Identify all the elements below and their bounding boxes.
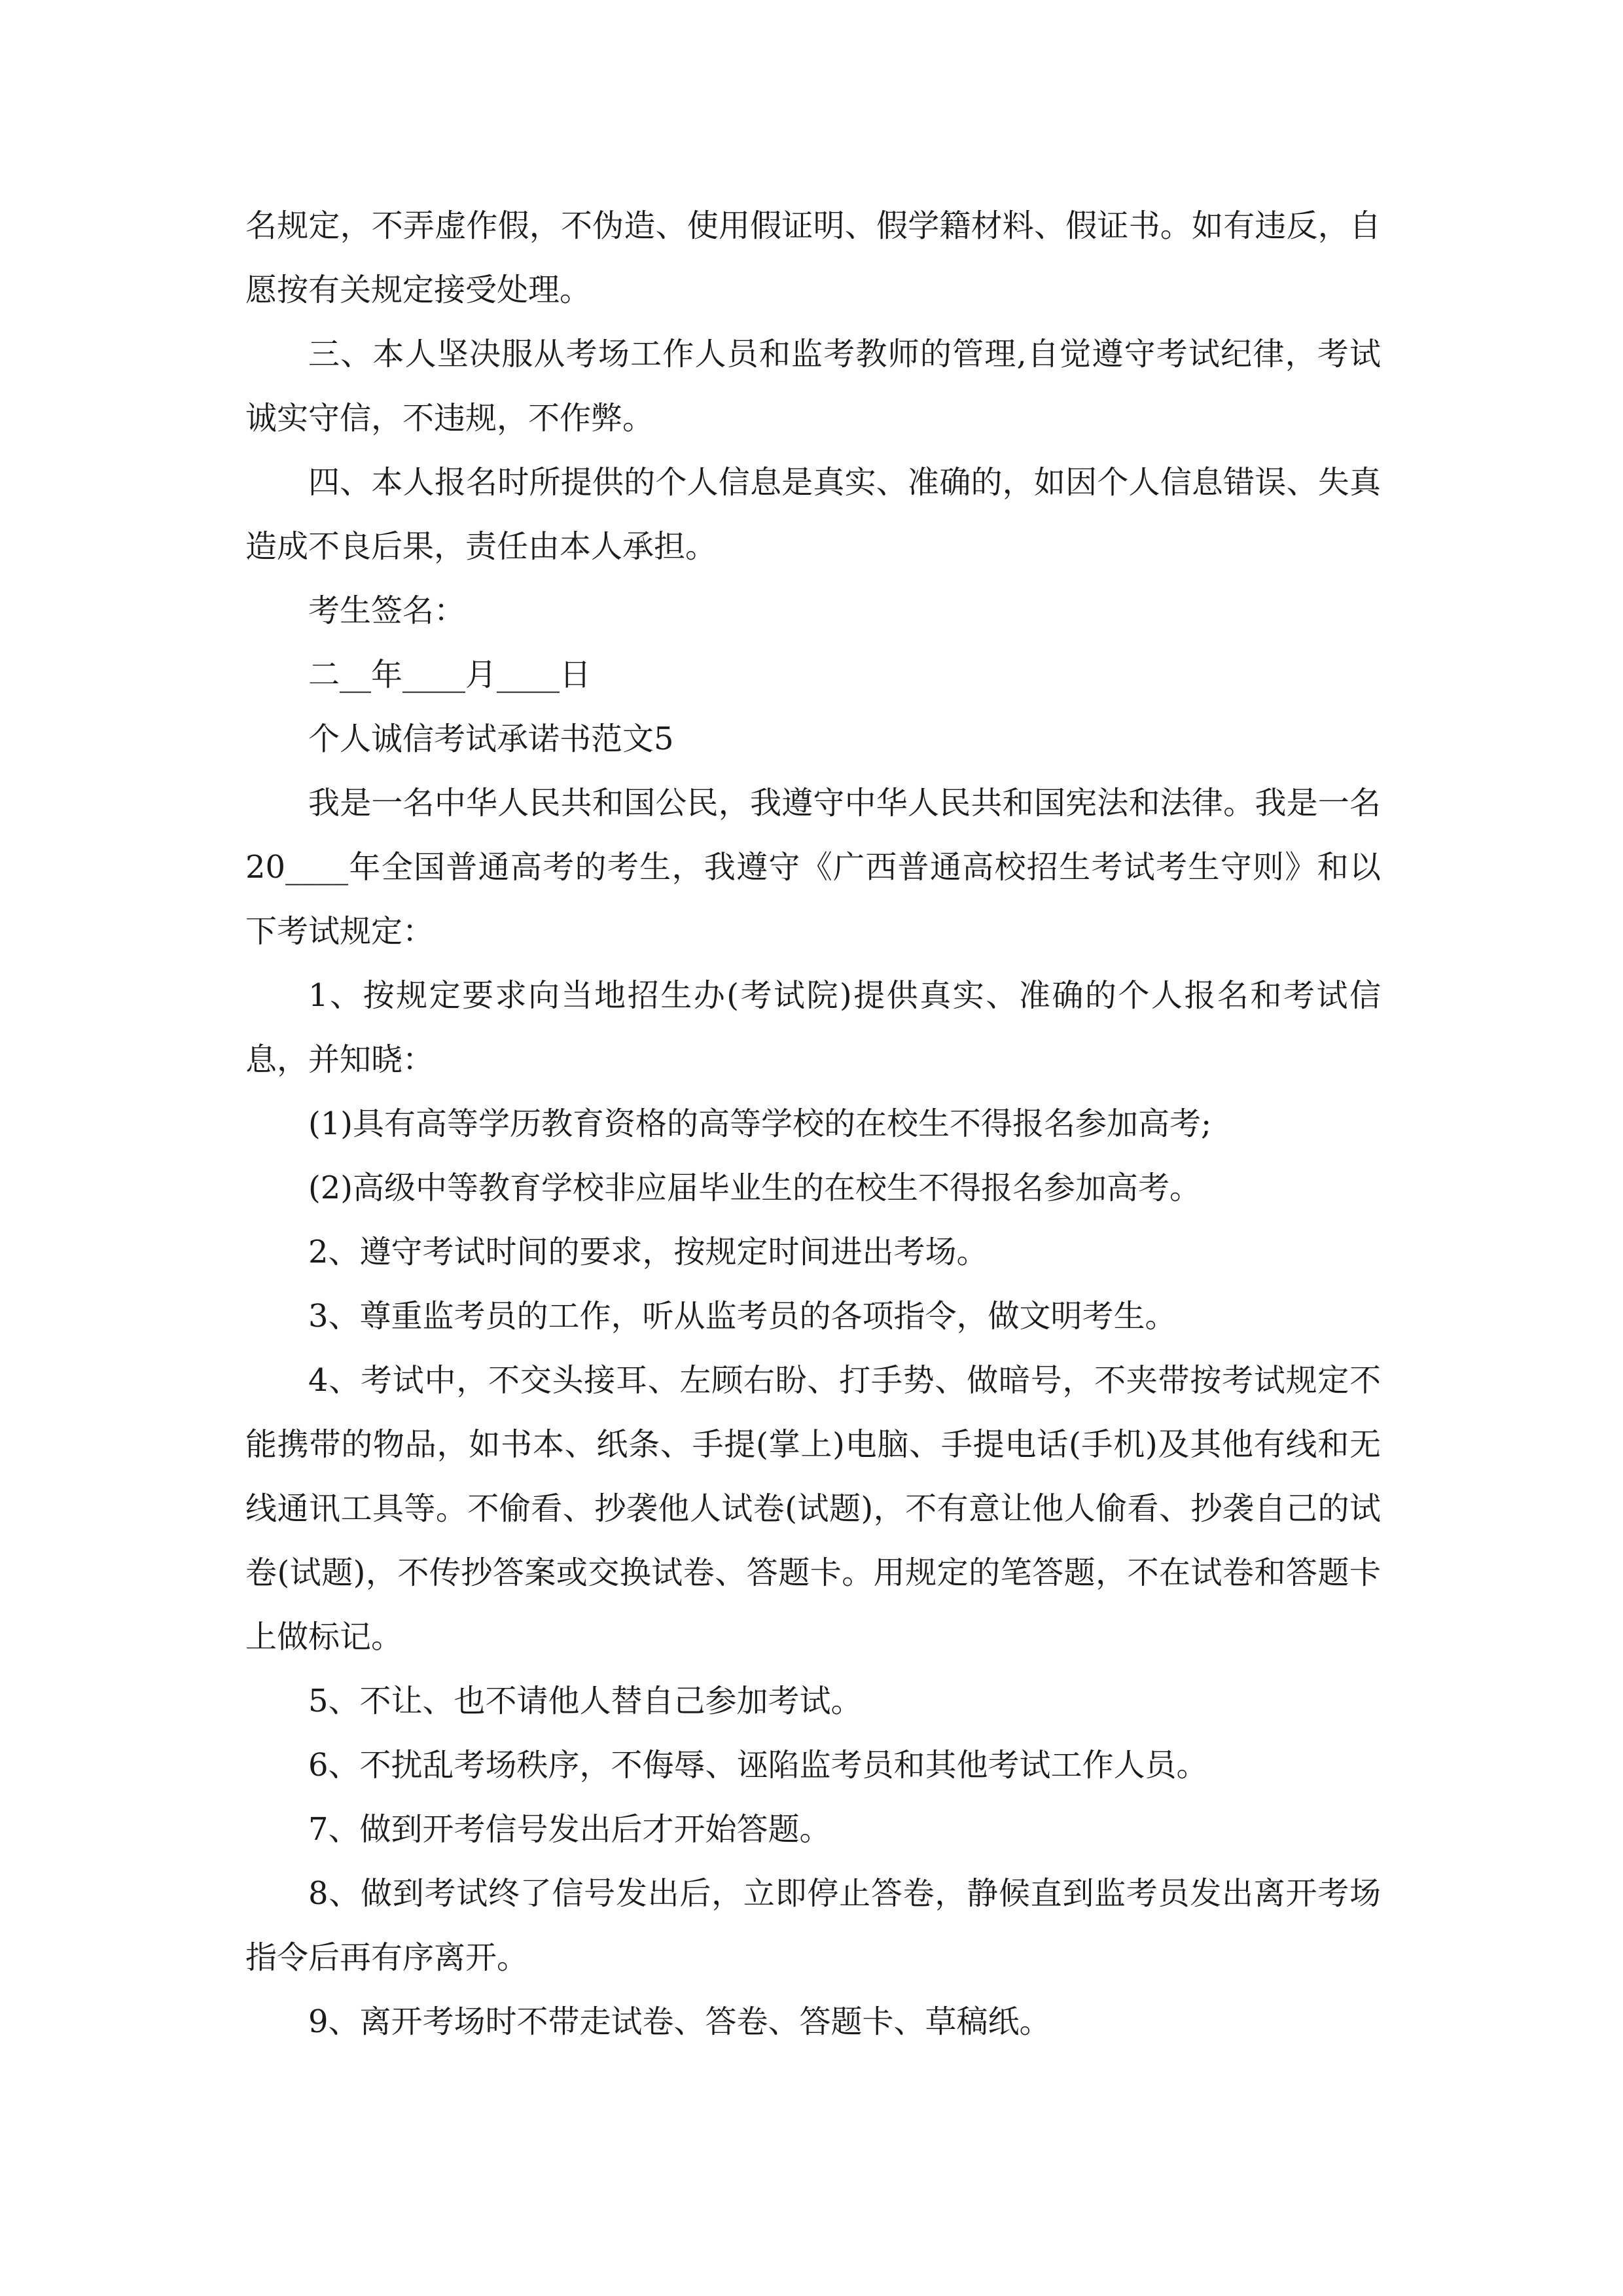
section-title: 个人诚信考试承诺书范文5 <box>308 721 674 757</box>
rule-subitem-2: (2)高级中等教育学校非应届毕业生的在校生不得报名参加高考。 <box>308 1170 1201 1206</box>
paragraph-intro: 我是一名中华人民共和国公民，我遵守中华人民共和国宪法和法律。我是一名20____年全国普通高考的考生，我遵守《广西普通高校招生考试考生守则》和以下考试规定： <box>245 785 1381 950</box>
signature-line: 考生签名： <box>308 592 466 629</box>
paragraph-clause-3: 三、本人坚决服从考场工作人员和监考教师的管理,自觉遵守考试纪律，考试诚实守信，不违规，不作弊。 <box>245 336 1381 437</box>
rule-item-4: 4、考试中，不交头接耳、左顾右盼、打手势、做暗号，不夹带按考试规定不能携带的物品，如书本、纸条、手提(掌上)电脑、手提电话(手机)及其他有线和无线通讯工具等。不偷看、抄袭他人试卷(试题)，不有意让他人偷看、抄袭自己的试卷(试题)，不传抄答案或交换试卷、答题卡。用规定的笔答题，不在试卷和答题卡上做标记。 <box>245 1362 1381 1655</box>
rule-item-1: 1、按规定要求向当地招生办(考试院)提供真实、准确的个人报名和考试信息，并知晓： <box>245 977 1381 1078</box>
rule-item-3: 3、尊重监考员的工作，听从监考员的各项指令，做文明考生。 <box>308 1298 1177 1335</box>
rule-item-9: 9、离开考场时不带走试卷、答卷、答题卡、草稿纸。 <box>308 2003 1051 2040</box>
rule-item-8: 8、做到考试终了信号发出后，立即停止答卷，静候直到监考员发出离开考场指令后再有序离开。 <box>245 1875 1381 1976</box>
rule-subitem-1: (1)具有高等学历教育资格的高等学校的在校生不得报名参加高考; <box>308 1105 1212 1142</box>
paragraph-continuation: 名规定，不弄虚作假，不伪造、使用假证明、假学籍材料、假证书。如有违反，自愿按有关规定接受处理。 <box>245 207 1381 308</box>
date-line: 二__年____月____日 <box>308 656 592 693</box>
document-body <box>245 194 1381 2054</box>
rule-item-6: 6、不扰乱考场秩序，不侮辱、诬陷监考员和其他考试工作人员。 <box>308 1747 1208 1784</box>
rule-item-5: 5、不让、也不请他人替自己参加考试。 <box>308 1683 863 1719</box>
paragraph-clause-4: 四、本人报名时所提供的个人信息是真实、准确的，如因个人信息错误、失真造成不良后果，责任由本人承担。 <box>245 464 1381 565</box>
rule-item-2: 2、遵守考试时间的要求，按规定时间进出考场。 <box>308 1234 988 1270</box>
rule-item-7: 7、做到开考信号发出后才开始答题。 <box>308 1811 831 1848</box>
